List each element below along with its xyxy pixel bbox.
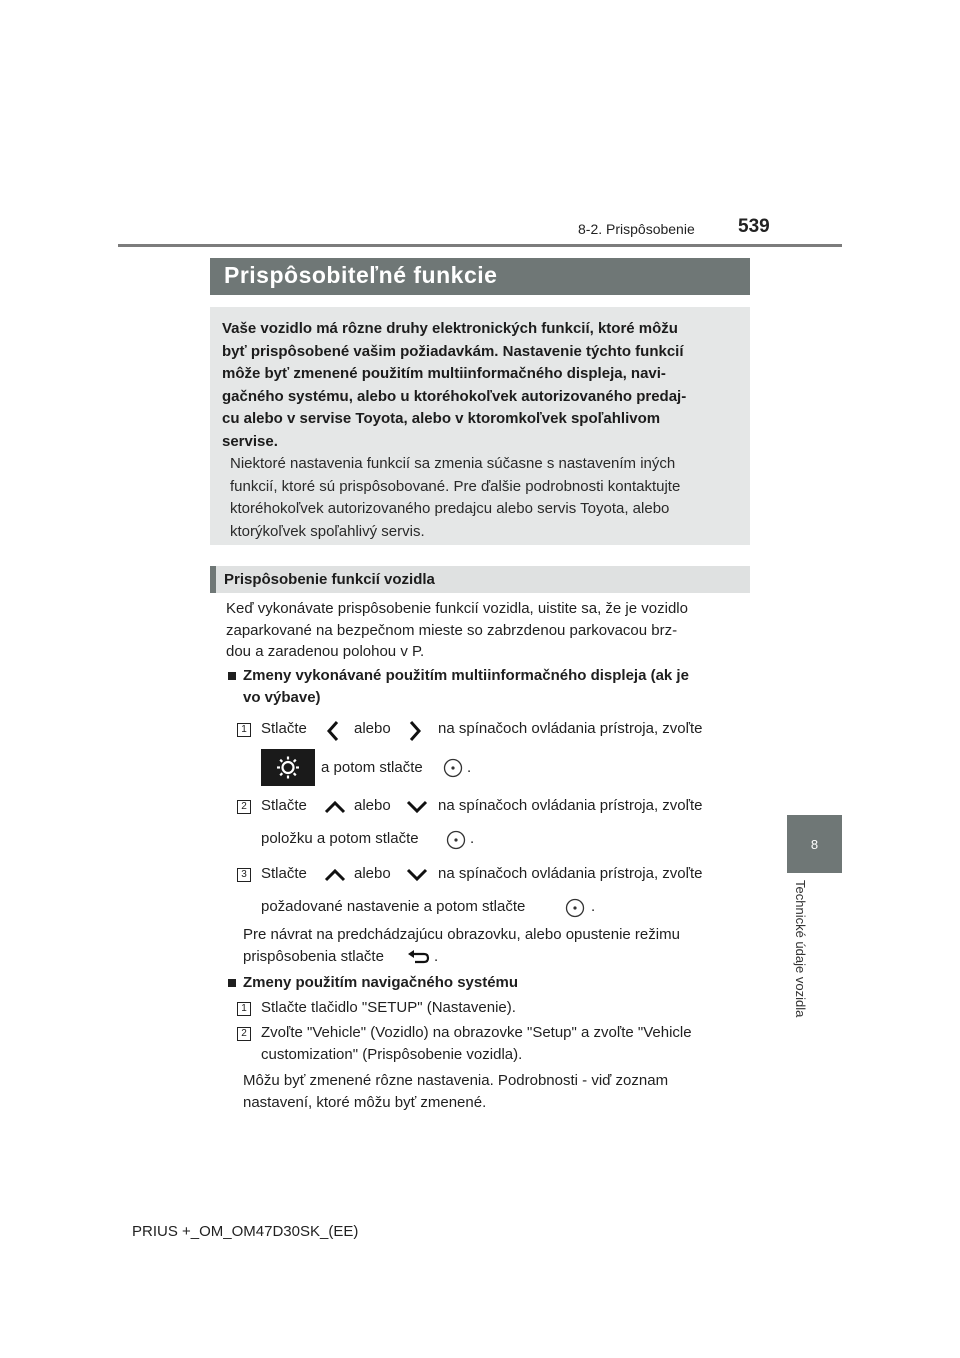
back-arrow-icon: [406, 949, 430, 965]
document-code: PRIUS +_OM_OM47D30SK_(EE): [132, 1223, 359, 1240]
return-note-line2: prispôsobenia stlačte: [243, 948, 384, 965]
step-text: alebo: [354, 865, 391, 882]
chapter-number: 8: [810, 836, 819, 852]
para-line: dou a zaradenou polohou v P.: [226, 643, 425, 660]
chevron-up-icon: [324, 800, 346, 814]
bullet-square: [228, 672, 236, 680]
intro-line: Vaše vozidlo má rôzne druhy elektronických funkcií, ktoré môžu: [222, 320, 678, 337]
intro-line: gačného systému, alebo u ktoréhokoľvek autorizovaného predaj-: [222, 387, 687, 405]
closing-text: [243, 1070, 744, 1113]
step-number: 1: [237, 723, 251, 737]
settings-button-image: [261, 749, 315, 786]
display-heading: [243, 665, 744, 708]
chevron-right-icon: [408, 720, 422, 742]
intro-line: byť prispôsobené vašim požiadavkám. Nastavenie týchto funkcií: [222, 342, 684, 360]
return-note-line1: Pre návrat na predchádzajúcu obrazovku, alebo opustenie režimu: [243, 926, 680, 943]
bullet-square: [228, 979, 236, 987]
intro-line: môže byť zmenené použitím multiinformačného displeja, navi-: [222, 365, 666, 383]
chevron-down-icon: [406, 868, 428, 882]
step-text: Stlačte: [261, 865, 307, 882]
closing-line: nastavení, ktoré môžu byť zmenené.: [243, 1093, 487, 1111]
section-label: 8-2. Prispôsobenie: [578, 221, 695, 237]
step-text: alebo: [354, 797, 391, 814]
step-number: 2: [237, 1027, 251, 1041]
step-number: 3: [237, 868, 251, 882]
step-text: Stlačte: [261, 720, 307, 737]
nav-heading: Zmeny použitím navigačného systému: [243, 974, 519, 991]
intro-note: [230, 453, 738, 543]
intro-line: servise.: [222, 432, 278, 450]
step-text: položku a potom stlačte: [261, 830, 419, 847]
return-note-end: .: [434, 948, 439, 965]
step-line: Zvoľte "Vehicle" (Vozidlo) na obrazovke "Setup" a zvoľte "Vehicle: [261, 1024, 692, 1041]
dial-button-icon: [446, 830, 466, 850]
intro-text: [222, 318, 742, 454]
page-title: Prispôsobiteľné funkcie: [224, 262, 498, 288]
subsection-title: Prispôsobenie funkcií vozidla: [224, 571, 435, 588]
step-text: Stlačte: [261, 797, 307, 814]
page-number: 539: [738, 216, 770, 237]
step-text: na spínačoch ovládania prístroja, zvoľte: [438, 865, 703, 882]
step-number: 2: [237, 800, 251, 814]
step-text: .: [591, 898, 596, 915]
dial-button-icon: [565, 898, 585, 918]
intro-line: cu alebo v servise Toyota, alebo v ktoromkoľvek spoľahlivom: [222, 410, 661, 428]
chevron-down-icon: [406, 800, 428, 814]
step-text: alebo: [354, 720, 391, 737]
note-line: funkcií, ktoré sú prispôsobované. Pre ďalšie podrobnosti kontaktujte: [230, 477, 681, 495]
step-text: .: [470, 830, 475, 847]
chapter-label: Technické údaje vozidla: [793, 880, 808, 1018]
para-line: Keď vykonávate prispôsobenie funkcií vozidla, uistite sa, že je vozidlo: [226, 600, 688, 617]
heading-line: vo výbave): [243, 688, 321, 706]
note-line: ktorýkoľvek spoľahlivý servis.: [230, 522, 425, 540]
step-text: na spínačoch ovládania prístroja, zvoľte: [438, 720, 703, 737]
dial-button-icon: [443, 758, 463, 778]
subsection-intro: [226, 598, 744, 663]
note-line: ktoréhokoľvek autorizovaného predajcu alebo servis Toyota, alebo: [230, 500, 670, 518]
chevron-up-icon: [324, 868, 346, 882]
heading-line: Zmeny vykonávané použitím multiinformačného displeja (ak je: [243, 667, 689, 684]
step-text: Stlačte tlačidlo "SETUP" (Nastavenie).: [261, 999, 516, 1016]
chapter-tab: [787, 815, 842, 873]
step-text: [261, 1022, 749, 1065]
step-text: .: [467, 759, 472, 776]
step-text: požadované nastavenie a potom stlačte: [261, 898, 526, 915]
step-number: 1: [237, 1002, 251, 1016]
chevron-left-icon: [326, 720, 340, 742]
step-text: a potom stlačte: [321, 759, 423, 776]
header-divider: [118, 244, 842, 247]
para-line: zaparkované na bezpečnom mieste so zabrzdenou parkovacou brz-: [226, 621, 678, 639]
note-line: Niektoré nastavenia funkcií sa zmenia súčasne s nastavením iných: [230, 455, 676, 472]
step-text: na spínačoch ovládania prístroja, zvoľte: [438, 797, 703, 814]
subsection-accent: [210, 566, 216, 593]
gear-icon: [261, 749, 315, 786]
step-line: customization" (Prispôsobenie vozidla).: [261, 1045, 523, 1063]
closing-line: Môžu byť zmenené rôzne nastavenia. Podrobnosti - viď zoznam: [243, 1072, 669, 1089]
